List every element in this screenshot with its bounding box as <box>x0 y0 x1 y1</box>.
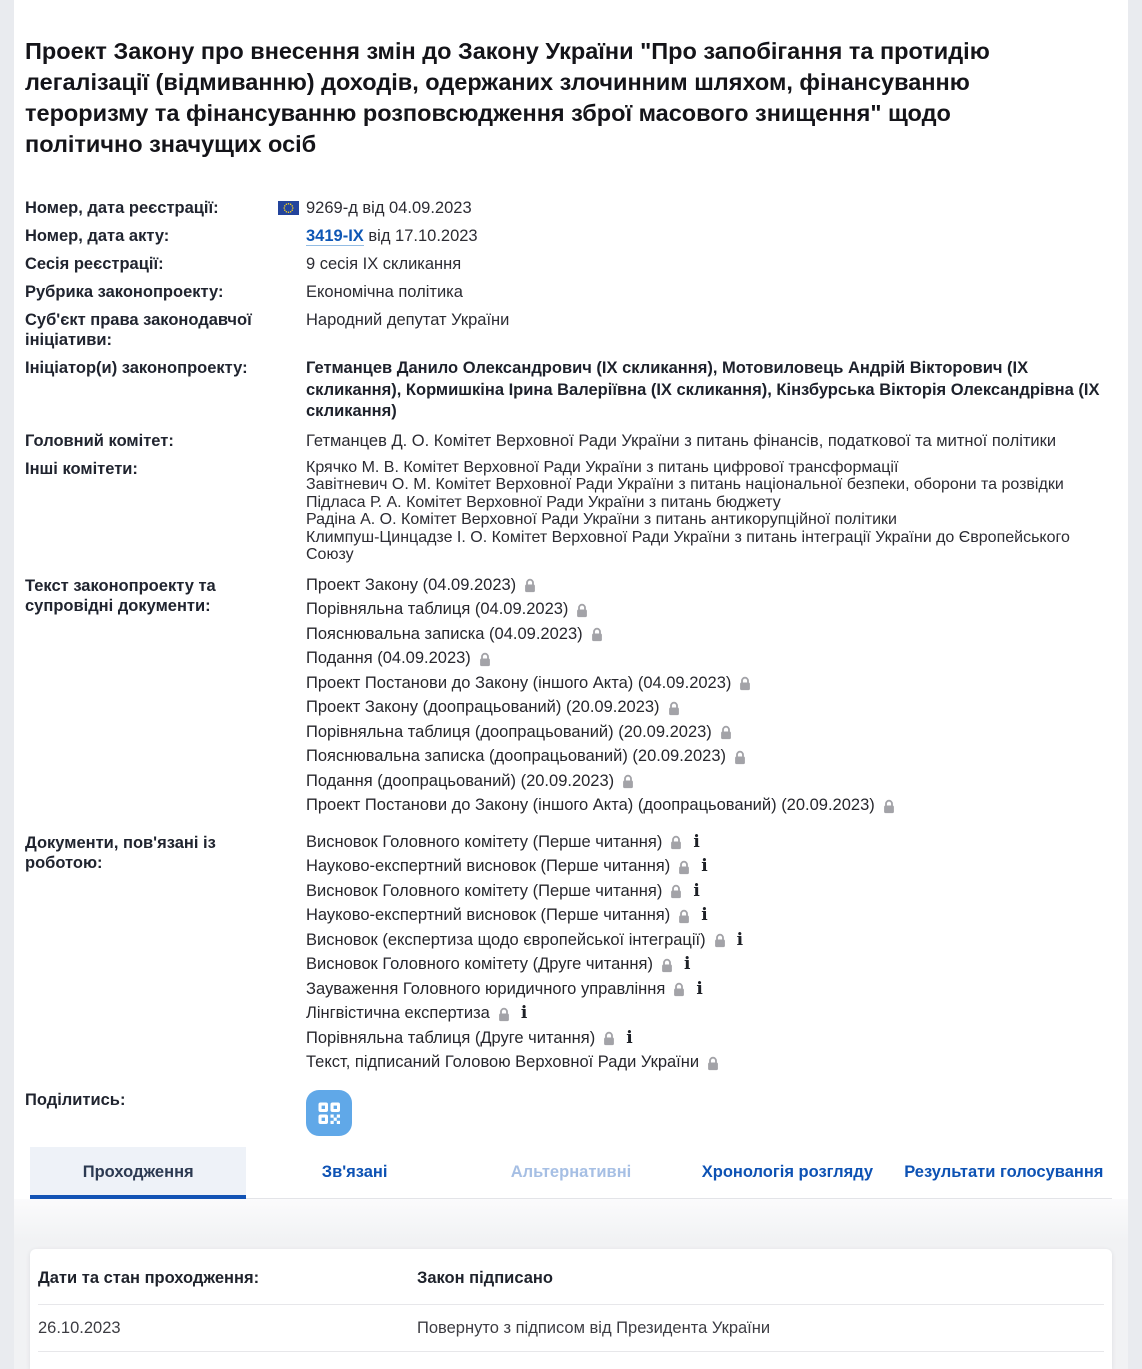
page-content <box>14 0 1128 1337</box>
tab-проходження[interactable]: Проходження <box>30 1147 246 1199</box>
info-row <box>25 459 1116 564</box>
document-item[interactable] <box>306 931 1116 950</box>
info-row <box>25 226 1116 246</box>
tab-альтернативні: Альтернативні <box>510 1162 632 1181</box>
info-icon[interactable]: i <box>696 978 703 999</box>
lock-icon <box>660 958 674 973</box>
field-value <box>306 459 1116 564</box>
lock-icon <box>677 909 691 924</box>
info-row <box>25 833 1116 1078</box>
document-item[interactable] <box>306 772 1116 791</box>
document-title: Пояснювальна записка (доопрацьований) (20.09.2023) <box>306 747 726 765</box>
progress-card-header <box>38 1265 1104 1304</box>
progress-row <box>38 1304 1104 1352</box>
committee-line: Радіна А. О. Комітет Верховної Ради України з питань антикорупційної політики <box>306 511 897 528</box>
progress-rows <box>38 1304 1104 1352</box>
info-icon[interactable]: i <box>683 954 691 974</box>
document-title: Проект Закону (доопрацьований) (20.09.2023) <box>306 698 660 716</box>
document-title: Подання (доопрацьований) (20.09.2023) <box>306 771 615 790</box>
committee-line: Климпуш-Цинцадзе І. О. Комітет Верховної Ради України з питань інтеграції України до Європейського Союзу <box>306 528 1070 563</box>
lock-icon <box>719 725 733 740</box>
document-item[interactable] <box>306 698 1116 717</box>
committee-line: Крячко М. В. Комітет Верховної Ради України з питань цифрової трансформації <box>306 458 899 476</box>
lock-icon <box>733 750 747 765</box>
eu-flag-icon <box>278 201 299 215</box>
document-title: Порівняльна таблиця (Друге читання) <box>306 1028 596 1047</box>
field-label: Поділитись: <box>25 1090 126 1109</box>
document-item[interactable] <box>306 833 1116 852</box>
lock-icon <box>669 884 683 899</box>
document-title: Висновок Головного комітету (Перше читання) <box>306 881 663 900</box>
info-rows <box>25 198 1116 1141</box>
document-title: Лінгвістична експертиза <box>306 1004 490 1022</box>
field-label: Номер, дата реєстрації: <box>25 199 219 217</box>
lock-icon <box>677 860 691 875</box>
document-item[interactable] <box>306 796 1116 815</box>
info-row <box>25 576 1116 821</box>
lock-icon <box>738 676 752 691</box>
document-title: Науково-експертний висновок (Перше читання) <box>306 906 671 924</box>
page-title: Проект Закону про внесення змін до Закону України "Про запобігання та протидію легалізації (відмиванню) доходів, одержаних злочинним шляхом, фінансуванню тероризму та фінансуванню розповсюдження зброї масового знищення" щодо політично значущих осіб <box>25 38 990 157</box>
field-value <box>306 576 1116 821</box>
document-item[interactable] <box>306 955 1116 974</box>
document-item[interactable] <box>306 1053 1116 1072</box>
tab-bar <box>30 1147 1112 1199</box>
field-value: Гетманцев Данило Олександрович (IX скликання), Мотовиловець Андрій Вікторович (IX скликання), Кормишкіна Ірина Валеріївна (IX скликання), Кінзбурська Вікторія Олександрівна (IX скликання) <box>306 359 1100 420</box>
info-icon[interactable]: i <box>701 905 708 925</box>
qr-share-icon <box>306 1090 352 1136</box>
document-title: Пояснювальна записка (04.09.2023) <box>306 624 583 643</box>
field-label: Головний комітет: <box>25 431 174 450</box>
document-item[interactable] <box>306 600 1116 619</box>
lock-icon <box>575 603 589 618</box>
document-title: Проект Закону (04.09.2023) <box>306 575 517 594</box>
document-item[interactable] <box>306 882 1116 901</box>
field-value: Економічна політика <box>306 283 463 301</box>
field-value <box>306 198 1116 218</box>
progress-date: 26.10.2023 <box>38 1318 121 1337</box>
field-label: Сесія реєстрації: <box>25 255 164 273</box>
info-icon[interactable]: i <box>736 929 744 950</box>
progress-status: Повернуто з підписом від Президента України <box>417 1318 771 1337</box>
document-item[interactable] <box>306 857 1116 876</box>
lock-icon <box>882 799 896 814</box>
lock-icon <box>602 1031 616 1046</box>
lock-icon <box>669 835 683 850</box>
committee-line: Завітневич О. М. Комітет Верховної Ради України з питань національної безпеки, оборони та розвідки <box>306 476 1064 493</box>
document-item[interactable] <box>306 1004 1116 1023</box>
document-title: Науково-експертний висновок (Перше читання) <box>306 857 671 875</box>
document-item[interactable] <box>306 625 1116 644</box>
document-title: Висновок (експертиза щодо європейської інтеграції) <box>306 930 706 949</box>
document-title: Порівняльна таблиця (04.09.2023) <box>306 600 569 618</box>
tab-результати-голосування[interactable]: Результати голосування <box>904 1162 1104 1181</box>
document-title: Порівняльна таблиця (доопрацьований) (20.09.2023) <box>306 722 712 741</box>
document-title: Зауваження Головного юридичного управління <box>306 979 666 998</box>
document-item[interactable] <box>306 747 1116 766</box>
share-button[interactable] <box>306 1090 352 1136</box>
field-value: 9 сесія IX скликання <box>306 255 462 273</box>
document-item[interactable] <box>306 723 1116 742</box>
lock-icon <box>497 1007 511 1022</box>
info-row <box>25 1090 1116 1141</box>
info-row <box>25 198 1116 218</box>
progress-card <box>30 1249 1112 1369</box>
info-row <box>25 282 1116 302</box>
lock-icon <box>672 982 686 997</box>
info-icon[interactable]: i <box>701 856 708 876</box>
document-title: Текст, підписаний Головою Верховної Ради України <box>306 1053 700 1071</box>
lock-icon <box>590 627 604 642</box>
info-icon[interactable]: i <box>520 1003 528 1023</box>
document-title: Висновок Головного комітету (Друге читання) <box>306 955 653 973</box>
document-item[interactable] <box>306 1029 1116 1048</box>
lock-icon <box>667 701 681 716</box>
lock-icon <box>706 1056 720 1071</box>
progress-header-label: Дати та стан проходження: <box>38 1268 260 1287</box>
field-label: Номер, дата акту: <box>25 227 170 245</box>
act-number-link[interactable]: 3419-IX <box>306 227 364 245</box>
tab-зв-язані[interactable]: Зв'язані <box>321 1162 388 1181</box>
field-value: Народний депутат України <box>306 311 510 329</box>
lock-icon <box>621 774 635 789</box>
field-label: Документи, пов'язані із роботою: <box>25 833 216 872</box>
field-value: 3419-IX від 17.10.2023 <box>306 227 478 245</box>
info-row <box>25 431 1116 451</box>
registration-number: 9269-д від 04.09.2023 <box>306 199 472 217</box>
info-row <box>25 358 1116 423</box>
document-item[interactable] <box>306 906 1116 925</box>
tab-хронологія-розгляду[interactable]: Хронологія розгляду <box>701 1162 874 1181</box>
document-item[interactable] <box>306 674 1116 693</box>
field-label: Ініціатор(и) законопроекту: <box>25 359 248 377</box>
field-value <box>306 1090 1116 1141</box>
field-value: Гетманцев Д. О. Комітет Верховної Ради України з питань фінансів, податкової та митної політики <box>306 431 1057 450</box>
document-title: Подання (04.09.2023) <box>306 649 471 667</box>
progress-header-status: Закон підписано <box>417 1268 553 1287</box>
info-icon[interactable]: i <box>693 831 700 852</box>
bottom-section <box>14 1199 1128 1369</box>
field-label: Текст законопроекту та супровідні документи: <box>25 576 216 615</box>
info-icon[interactable]: i <box>693 880 700 901</box>
field-label: Суб'єкт права законодавчої ініціативи: <box>25 311 252 349</box>
info-row <box>25 310 1116 350</box>
document-title: Проект Постанови до Закону (іншого Акта) (доопрацьований) (20.09.2023) <box>306 796 875 814</box>
field-value <box>306 833 1116 1078</box>
lock-icon <box>478 652 492 667</box>
document-item[interactable] <box>306 980 1116 999</box>
field-label: Інші комітети: <box>25 459 138 478</box>
lock-icon <box>523 578 537 593</box>
lock-icon <box>713 933 727 948</box>
field-label: Рубрика законопроекту: <box>25 283 224 301</box>
document-title: Висновок Головного комітету (Перше читання) <box>306 832 663 851</box>
document-item[interactable] <box>306 649 1116 668</box>
document-title: Проект Постанови до Закону (іншого Акта) (04.09.2023) <box>306 673 732 692</box>
info-row <box>25 254 1116 274</box>
committee-line: Підласа Р. А. Комітет Верховної Ради України з питань бюджету <box>306 493 781 511</box>
info-icon[interactable]: i <box>626 1027 633 1048</box>
document-item[interactable] <box>306 576 1116 595</box>
